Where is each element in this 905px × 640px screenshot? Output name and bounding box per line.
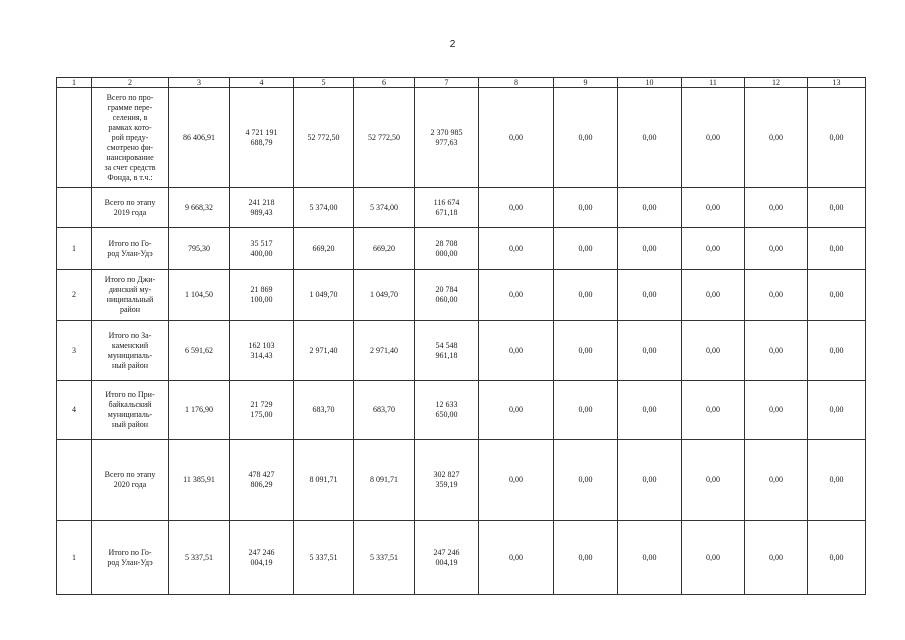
value-cell: 0,00 bbox=[682, 521, 745, 595]
value-cell: 0,00 bbox=[554, 270, 618, 321]
value-cell: 0,00 bbox=[618, 88, 682, 188]
value-cell: 0,00 bbox=[808, 228, 866, 270]
value-cell: 0,00 bbox=[745, 188, 808, 228]
value-cell: 52 772,50 bbox=[294, 88, 354, 188]
column-number-13: 13 bbox=[808, 78, 866, 88]
value-cell: 28 708 000,00 bbox=[415, 228, 479, 270]
value-cell: 241 218 989,43 bbox=[230, 188, 294, 228]
value-cell: 5 374,00 bbox=[354, 188, 415, 228]
row-number-cell bbox=[57, 188, 92, 228]
value-cell: 0,00 bbox=[618, 381, 682, 440]
value-cell: 8 091,71 bbox=[354, 440, 415, 521]
value-cell: 52 772,50 bbox=[354, 88, 415, 188]
value-cell: 0,00 bbox=[479, 521, 554, 595]
value-cell: 0,00 bbox=[554, 228, 618, 270]
value-cell: 0,00 bbox=[554, 88, 618, 188]
value-cell: 86 406,91 bbox=[169, 88, 230, 188]
value-cell: 5 374,00 bbox=[294, 188, 354, 228]
table-row bbox=[57, 321, 866, 381]
column-number-row bbox=[57, 78, 866, 88]
value-cell: 0,00 bbox=[682, 321, 745, 381]
value-cell: 0,00 bbox=[808, 88, 866, 188]
column-number-10: 10 bbox=[618, 78, 682, 88]
value-cell: 0,00 bbox=[745, 321, 808, 381]
value-cell: 795,30 bbox=[169, 228, 230, 270]
value-cell: 0,00 bbox=[479, 440, 554, 521]
row-label-cell: Всего по про- грамме пере- селения, в рамках кото- рой преду- смотрено фи- нансирование за счет средств Фонда, в т.ч.: bbox=[92, 88, 169, 188]
value-cell: 0,00 bbox=[554, 521, 618, 595]
row-number-cell: 4 bbox=[57, 381, 92, 440]
row-number-cell: 1 bbox=[57, 521, 92, 595]
value-cell: 0,00 bbox=[618, 270, 682, 321]
row-label-cell: Итого по Го- род Улан-Удэ bbox=[92, 228, 169, 270]
value-cell: 247 246 004,19 bbox=[230, 521, 294, 595]
value-cell: 1 176,90 bbox=[169, 381, 230, 440]
value-cell: 2 971,40 bbox=[294, 321, 354, 381]
value-cell: 0,00 bbox=[808, 521, 866, 595]
value-cell: 0,00 bbox=[618, 228, 682, 270]
value-cell: 0,00 bbox=[554, 188, 618, 228]
table-row bbox=[57, 88, 866, 188]
value-cell: 1 049,70 bbox=[294, 270, 354, 321]
value-cell: 0,00 bbox=[479, 228, 554, 270]
value-cell: 12 633 650,00 bbox=[415, 381, 479, 440]
value-cell: 669,20 bbox=[354, 228, 415, 270]
value-cell: 0,00 bbox=[479, 88, 554, 188]
value-cell: 1 104,50 bbox=[169, 270, 230, 321]
resettlement-funding-table bbox=[56, 77, 866, 595]
column-number-6: 6 bbox=[354, 78, 415, 88]
column-number-1: 1 bbox=[57, 78, 92, 88]
value-cell: 0,00 bbox=[618, 521, 682, 595]
value-cell: 2 370 985 977,63 bbox=[415, 88, 479, 188]
row-label-cell: Итого по За- каменский муниципаль- ный район bbox=[92, 321, 169, 381]
row-number-cell bbox=[57, 440, 92, 521]
value-cell: 0,00 bbox=[682, 88, 745, 188]
column-number-12: 12 bbox=[745, 78, 808, 88]
value-cell: 0,00 bbox=[554, 321, 618, 381]
page-number: 2 bbox=[449, 39, 456, 50]
column-number-7: 7 bbox=[415, 78, 479, 88]
value-cell: 478 427 806,29 bbox=[230, 440, 294, 521]
table-row bbox=[57, 270, 866, 321]
value-cell: 2 971,40 bbox=[354, 321, 415, 381]
value-cell: 0,00 bbox=[745, 381, 808, 440]
value-cell: 0,00 bbox=[618, 188, 682, 228]
value-cell: 247 246 004,19 bbox=[415, 521, 479, 595]
value-cell: 0,00 bbox=[479, 321, 554, 381]
value-cell: 0,00 bbox=[554, 440, 618, 521]
table-row bbox=[57, 381, 866, 440]
value-cell: 20 784 060,00 bbox=[415, 270, 479, 321]
value-cell: 11 385,91 bbox=[169, 440, 230, 521]
value-cell: 0,00 bbox=[682, 270, 745, 321]
row-number-cell: 1 bbox=[57, 228, 92, 270]
table-row bbox=[57, 188, 866, 228]
row-number-cell: 3 bbox=[57, 321, 92, 381]
row-number-cell: 2 bbox=[57, 270, 92, 321]
column-number-8: 8 bbox=[479, 78, 554, 88]
value-cell: 0,00 bbox=[618, 321, 682, 381]
value-cell: 1 049,70 bbox=[354, 270, 415, 321]
value-cell: 302 827 359,19 bbox=[415, 440, 479, 521]
column-number-3: 3 bbox=[169, 78, 230, 88]
table-body bbox=[57, 88, 866, 595]
value-cell: 5 337,51 bbox=[294, 521, 354, 595]
value-cell: 0,00 bbox=[745, 521, 808, 595]
value-cell: 0,00 bbox=[745, 228, 808, 270]
value-cell: 669,20 bbox=[294, 228, 354, 270]
value-cell: 5 337,51 bbox=[354, 521, 415, 595]
value-cell: 0,00 bbox=[808, 188, 866, 228]
value-cell: 0,00 bbox=[618, 440, 682, 521]
value-cell: 162 103 314,43 bbox=[230, 321, 294, 381]
value-cell: 5 337,51 bbox=[169, 521, 230, 595]
value-cell: 0,00 bbox=[682, 440, 745, 521]
value-cell: 0,00 bbox=[745, 270, 808, 321]
table-row bbox=[57, 228, 866, 270]
value-cell: 54 548 961,18 bbox=[415, 321, 479, 381]
value-cell: 21 869 100,00 bbox=[230, 270, 294, 321]
column-number-2: 2 bbox=[92, 78, 169, 88]
row-label-cell: Итого по При- байкальский муниципаль- ный район bbox=[92, 381, 169, 440]
value-cell: 116 674 671,18 bbox=[415, 188, 479, 228]
table-row bbox=[57, 440, 866, 521]
value-cell: 8 091,71 bbox=[294, 440, 354, 521]
value-cell: 0,00 bbox=[479, 270, 554, 321]
value-cell: 0,00 bbox=[554, 381, 618, 440]
value-cell: 0,00 bbox=[808, 381, 866, 440]
value-cell: 683,70 bbox=[354, 381, 415, 440]
row-label-cell: Итого по Джи- динский му- ниципальный район bbox=[92, 270, 169, 321]
value-cell: 6 591,62 bbox=[169, 321, 230, 381]
value-cell: 0,00 bbox=[479, 381, 554, 440]
column-number-4: 4 bbox=[230, 78, 294, 88]
value-cell: 9 668,32 bbox=[169, 188, 230, 228]
column-number-5: 5 bbox=[294, 78, 354, 88]
table-row bbox=[57, 521, 866, 595]
value-cell: 0,00 bbox=[682, 228, 745, 270]
value-cell: 0,00 bbox=[479, 188, 554, 228]
value-cell: 683,70 bbox=[294, 381, 354, 440]
value-cell: 0,00 bbox=[808, 321, 866, 381]
value-cell: 0,00 bbox=[745, 88, 808, 188]
column-number-11: 11 bbox=[682, 78, 745, 88]
row-label-cell: Всего по этапу 2020 года bbox=[92, 440, 169, 521]
column-number-9: 9 bbox=[554, 78, 618, 88]
value-cell: 0,00 bbox=[745, 440, 808, 521]
value-cell: 0,00 bbox=[682, 188, 745, 228]
value-cell: 0,00 bbox=[682, 381, 745, 440]
row-label-cell: Итого по Го- род Улан-Удэ bbox=[92, 521, 169, 595]
value-cell: 0,00 bbox=[808, 270, 866, 321]
row-label-cell: Всего по этапу 2019 года bbox=[92, 188, 169, 228]
value-cell: 4 721 191 688,79 bbox=[230, 88, 294, 188]
value-cell: 0,00 bbox=[808, 440, 866, 521]
value-cell: 21 729 175,00 bbox=[230, 381, 294, 440]
row-number-cell bbox=[57, 88, 92, 188]
value-cell: 35 517 400,00 bbox=[230, 228, 294, 270]
